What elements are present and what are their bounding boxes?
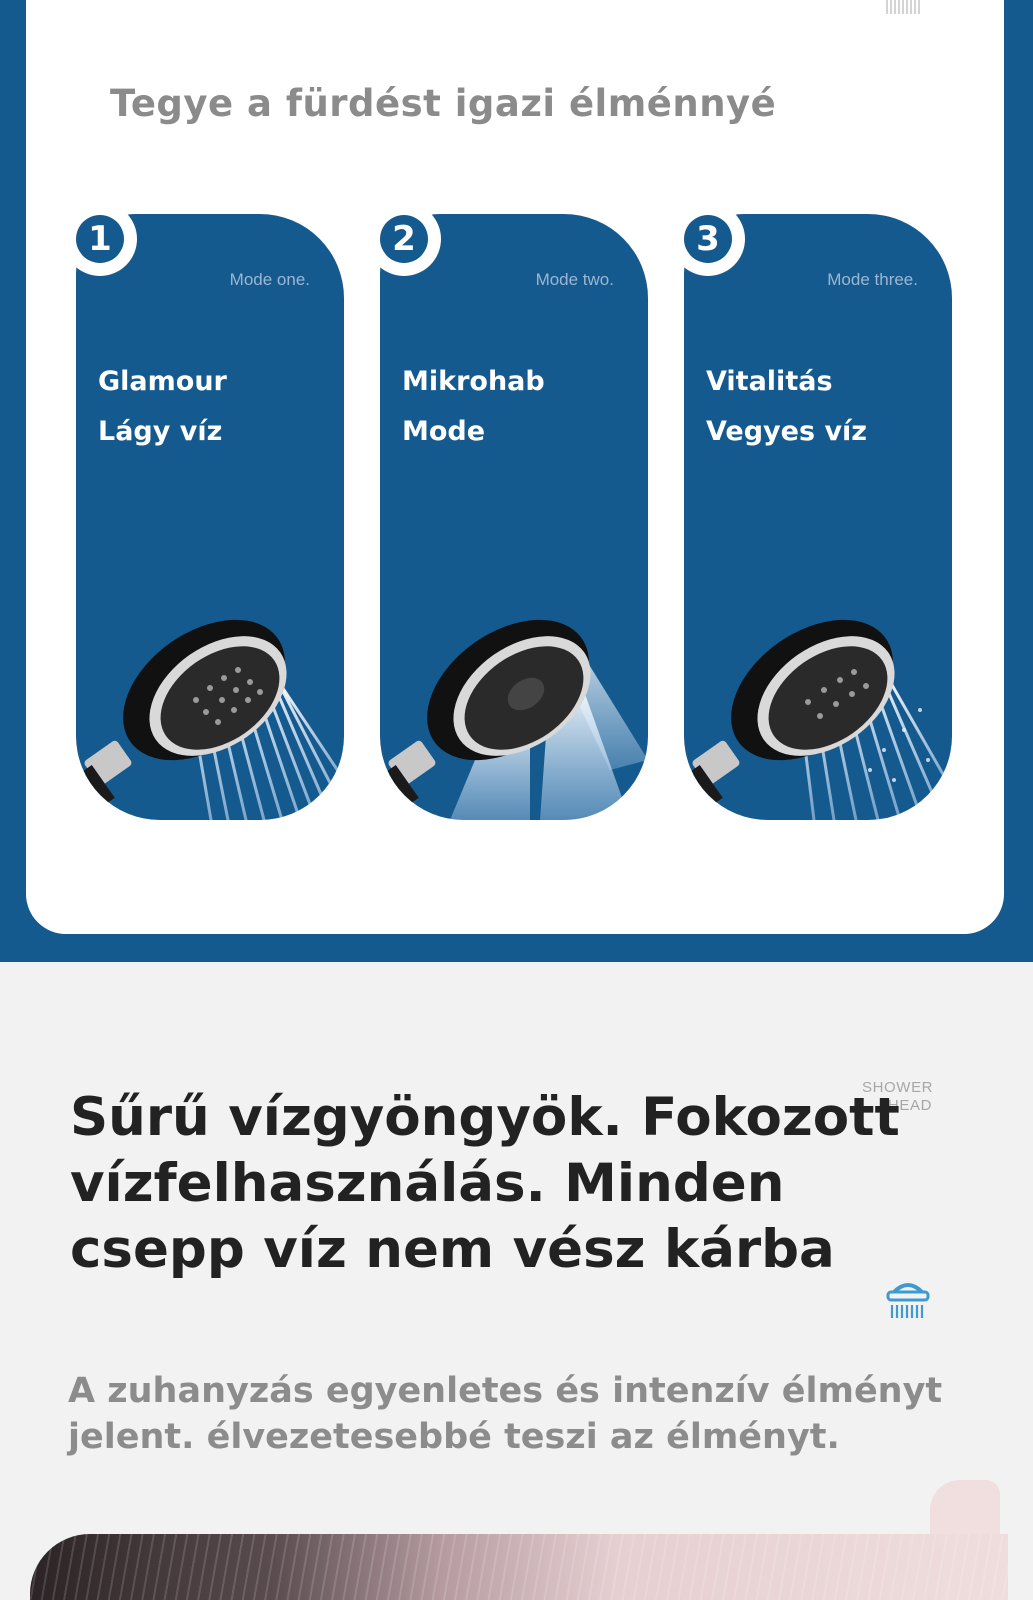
mode-water-type: Mode bbox=[402, 416, 486, 447]
shower-photo bbox=[30, 1534, 1008, 1600]
mode-number: 3 bbox=[684, 215, 732, 263]
shower-head-mixed-icon bbox=[684, 570, 952, 820]
mode-badge-2 bbox=[367, 202, 441, 276]
mode-water-type: Vegyes víz bbox=[706, 416, 868, 447]
mode-name: Vitalitás bbox=[706, 366, 833, 397]
mode-subtitle: Mode three. bbox=[827, 270, 918, 289]
label-line-1: SHOWER bbox=[862, 1079, 934, 1096]
mode-subtitle: Mode one. bbox=[229, 270, 310, 289]
mode-number: 1 bbox=[76, 215, 124, 263]
shower-head-micro-foam-icon bbox=[380, 570, 648, 820]
mode-badge-1 bbox=[63, 202, 137, 276]
mode-card-2 bbox=[380, 214, 648, 820]
mode-name: Mikrohab bbox=[402, 366, 545, 397]
shower-head-icon bbox=[884, 1278, 932, 1322]
mode-water-type: Lágy víz bbox=[98, 416, 223, 447]
mode-card-1 bbox=[76, 214, 344, 820]
label-line-2: HEAD bbox=[887, 1097, 932, 1114]
mode-badge-3 bbox=[671, 202, 745, 276]
mode-number: 2 bbox=[380, 215, 428, 263]
feature-description: A zuhanyzás egyenletes és intenzív élményt jelent. élvezetesebbé teszi az élményt. bbox=[68, 1371, 943, 1457]
shower-head-soft-rain-icon bbox=[76, 570, 344, 820]
feature-headline: Sűrű vízgyöngyök. Fokozott vízfelhasználás. Minden csepp víz nem vész kárba bbox=[70, 1087, 900, 1280]
mode-name: Glamour bbox=[98, 366, 227, 397]
mode-card-3 bbox=[684, 214, 952, 820]
intro-title: Tegye a fürdést igazi élménnyé bbox=[110, 82, 777, 125]
shower-grid-icon bbox=[886, 0, 920, 14]
mode-subtitle: Mode two. bbox=[535, 270, 614, 289]
